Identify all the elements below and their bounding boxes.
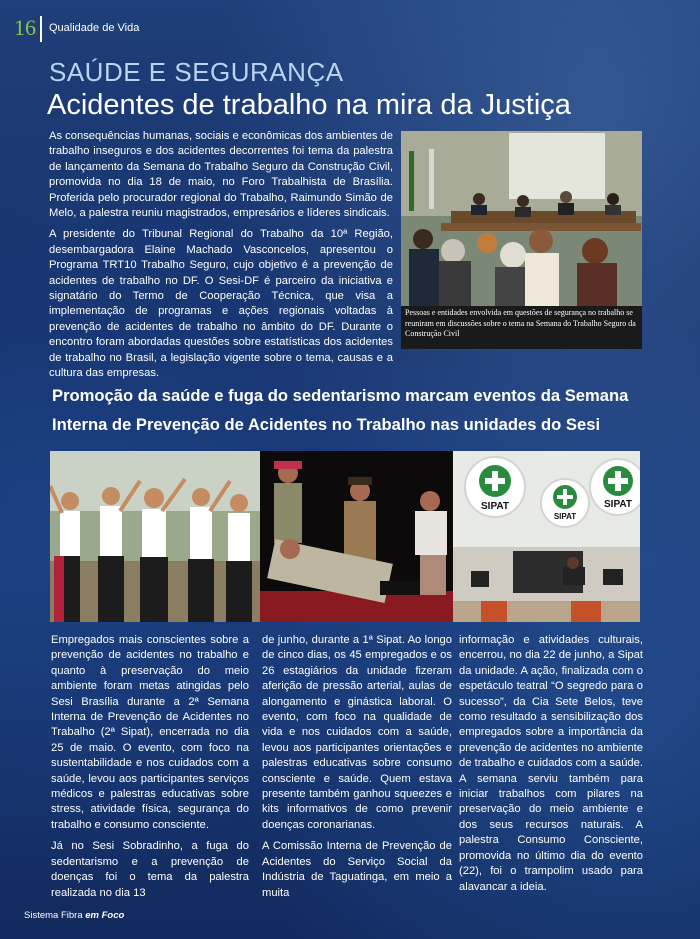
article-kicker: SAÚDE E SEGURANÇA <box>49 57 344 87</box>
article-title: Acidentes de trabalho na mira da Justiça <box>47 89 571 121</box>
feature-title <box>52 381 652 439</box>
feature-paragraph: Empregados mais conscientes sobre a prevenção de acidentes no trabalho e quanto à preservação do meio ambiente foram metas atingidas pelo Sesi Brasília durante a 2ª Semana Interna de Prevenção de Acidentes no Trabalho (2ª Sipat), encerrada no dia 25 de maio. O evento, com foco na sustentabilidade e nos cuidados com a saúde, levou aos participantes serviços médicos e palestras educativas sobre stress, atividade física, segurança do trabalho e consumo consciente. <box>51 634 249 831</box>
article-body <box>49 129 393 388</box>
header-divider <box>40 16 42 42</box>
feature-title-line: Interna de Prevenção de Acidentes no Trabalho nas unidades do Sesi <box>52 415 601 434</box>
sipat-sign-text: SIPAT <box>604 499 632 510</box>
feature-title-line: Promoção da saúde e fuga do sedentarismo marcam eventos da Semana <box>52 386 629 405</box>
feature-column-2 <box>262 633 452 907</box>
page-number: 16 <box>14 15 36 40</box>
conference-photo <box>401 131 642 306</box>
feature-paragraph: Já no Sesi Sobradinho, a fuga do sedentarismo e a prevenção de doenças foi o tema da palestra realizada no dia 13 <box>51 840 249 899</box>
feature-paragraph: de junho, durante a 1ª Sipat. Ao longo de cinco dias, os 45 empregados e os 26 estagiários da unidade fizeram aferição de pressão arterial, aulas de alongamento e ginástica laboral. O evento, com foco na qualidade de vida e nos cuidados com a saúde, levou aos participantes orientações e palestras educativas sobre consumo consciente e saúde. Quem estava presente também ganhou squeezes e kits informativos de como prevenir doenças coronarianas. <box>262 634 452 831</box>
page-footer <box>24 910 124 921</box>
theater-photo <box>260 451 453 622</box>
feature-column-1 <box>51 633 249 907</box>
footer-brand: Sistema Fibra <box>24 910 83 921</box>
page-header <box>0 0 700 56</box>
photo-caption: Pessoas e entidades envolvida em questões de segurança no trabalho se reuniram em discussões sobre o tema na Semana do Trabalho Seguro da Construção Civil <box>401 306 642 349</box>
footer-brand-suffix: em Foco <box>85 910 125 921</box>
sipat-sign-text: SIPAT <box>553 512 577 521</box>
sipat-office-photo <box>453 451 640 622</box>
feature-paragraph: A Comissão Interna de Prevenção de Acidentes do Serviço Social da Indústria de Taguatinga, em meio a muita <box>262 840 452 899</box>
article-paragraph: As consequências humanas, sociais e econômicas dos ambientes de trabalho inseguros e dos acidentes decorrentes foi tema da palestra de lançamento da Semana do Trabalho Seguro da Construção Civil, promovida no dia 18 de maio, no Foro Trabalhista de Brasília. Proferida pelo procurador regional do Trabalho, Raimundo Simão de Melo, a palestra reuniu magistrados, empresários e líderes sindicais. <box>49 130 393 220</box>
exercise-photo <box>50 451 260 622</box>
feature-column-3 <box>459 633 643 901</box>
sipat-sign-text: SIPAT <box>481 501 509 512</box>
section-name: Qualidade de Vida <box>49 22 140 34</box>
feature-paragraph: informação e atividades culturais, encerrou, no dia 22 de junho, a Sipat da unidade. A ação, finalizada com o espetáculo teatral “O segredo para o sucesso”, da Cia Sete Belos, teve como resultado a sensibilização dos empregados sobre a importância da prevenção de acidentes no ambiente de trabalho e cuidados com a saúde. A semana serviu também para iniciar trabalhos com pilares na preservação do meio ambiente e dos seus recursos naturais. A palestra Consumo Consciente, promovida no último dia do evento (22), foi o trampolim usado para alavancar a ideia. <box>459 634 643 893</box>
article-paragraph: A presidente do Tribunal Regional do Trabalho da 10ª Região, desembargadora Elaine Machado Vasconcelos, apresentou o Programa TRT10 Trabalho Seguro, cujo objetivo é a prevenção de acidentes de trabalho no DF. O Sesi-DF é parceiro da iniciativa e signatário do Termo de Cooperação Técnica, que visa a implementação de programas e ações regionais voltadas à prevenção de acidentes de trabalho no âmbito do DF. Durante o encontro foram abordadas questões sobre estatísticas dos acidentes de trabalho no Brasil, a legislação vigente sobre o tema, causas e a cultura das empresas. <box>49 228 393 380</box>
